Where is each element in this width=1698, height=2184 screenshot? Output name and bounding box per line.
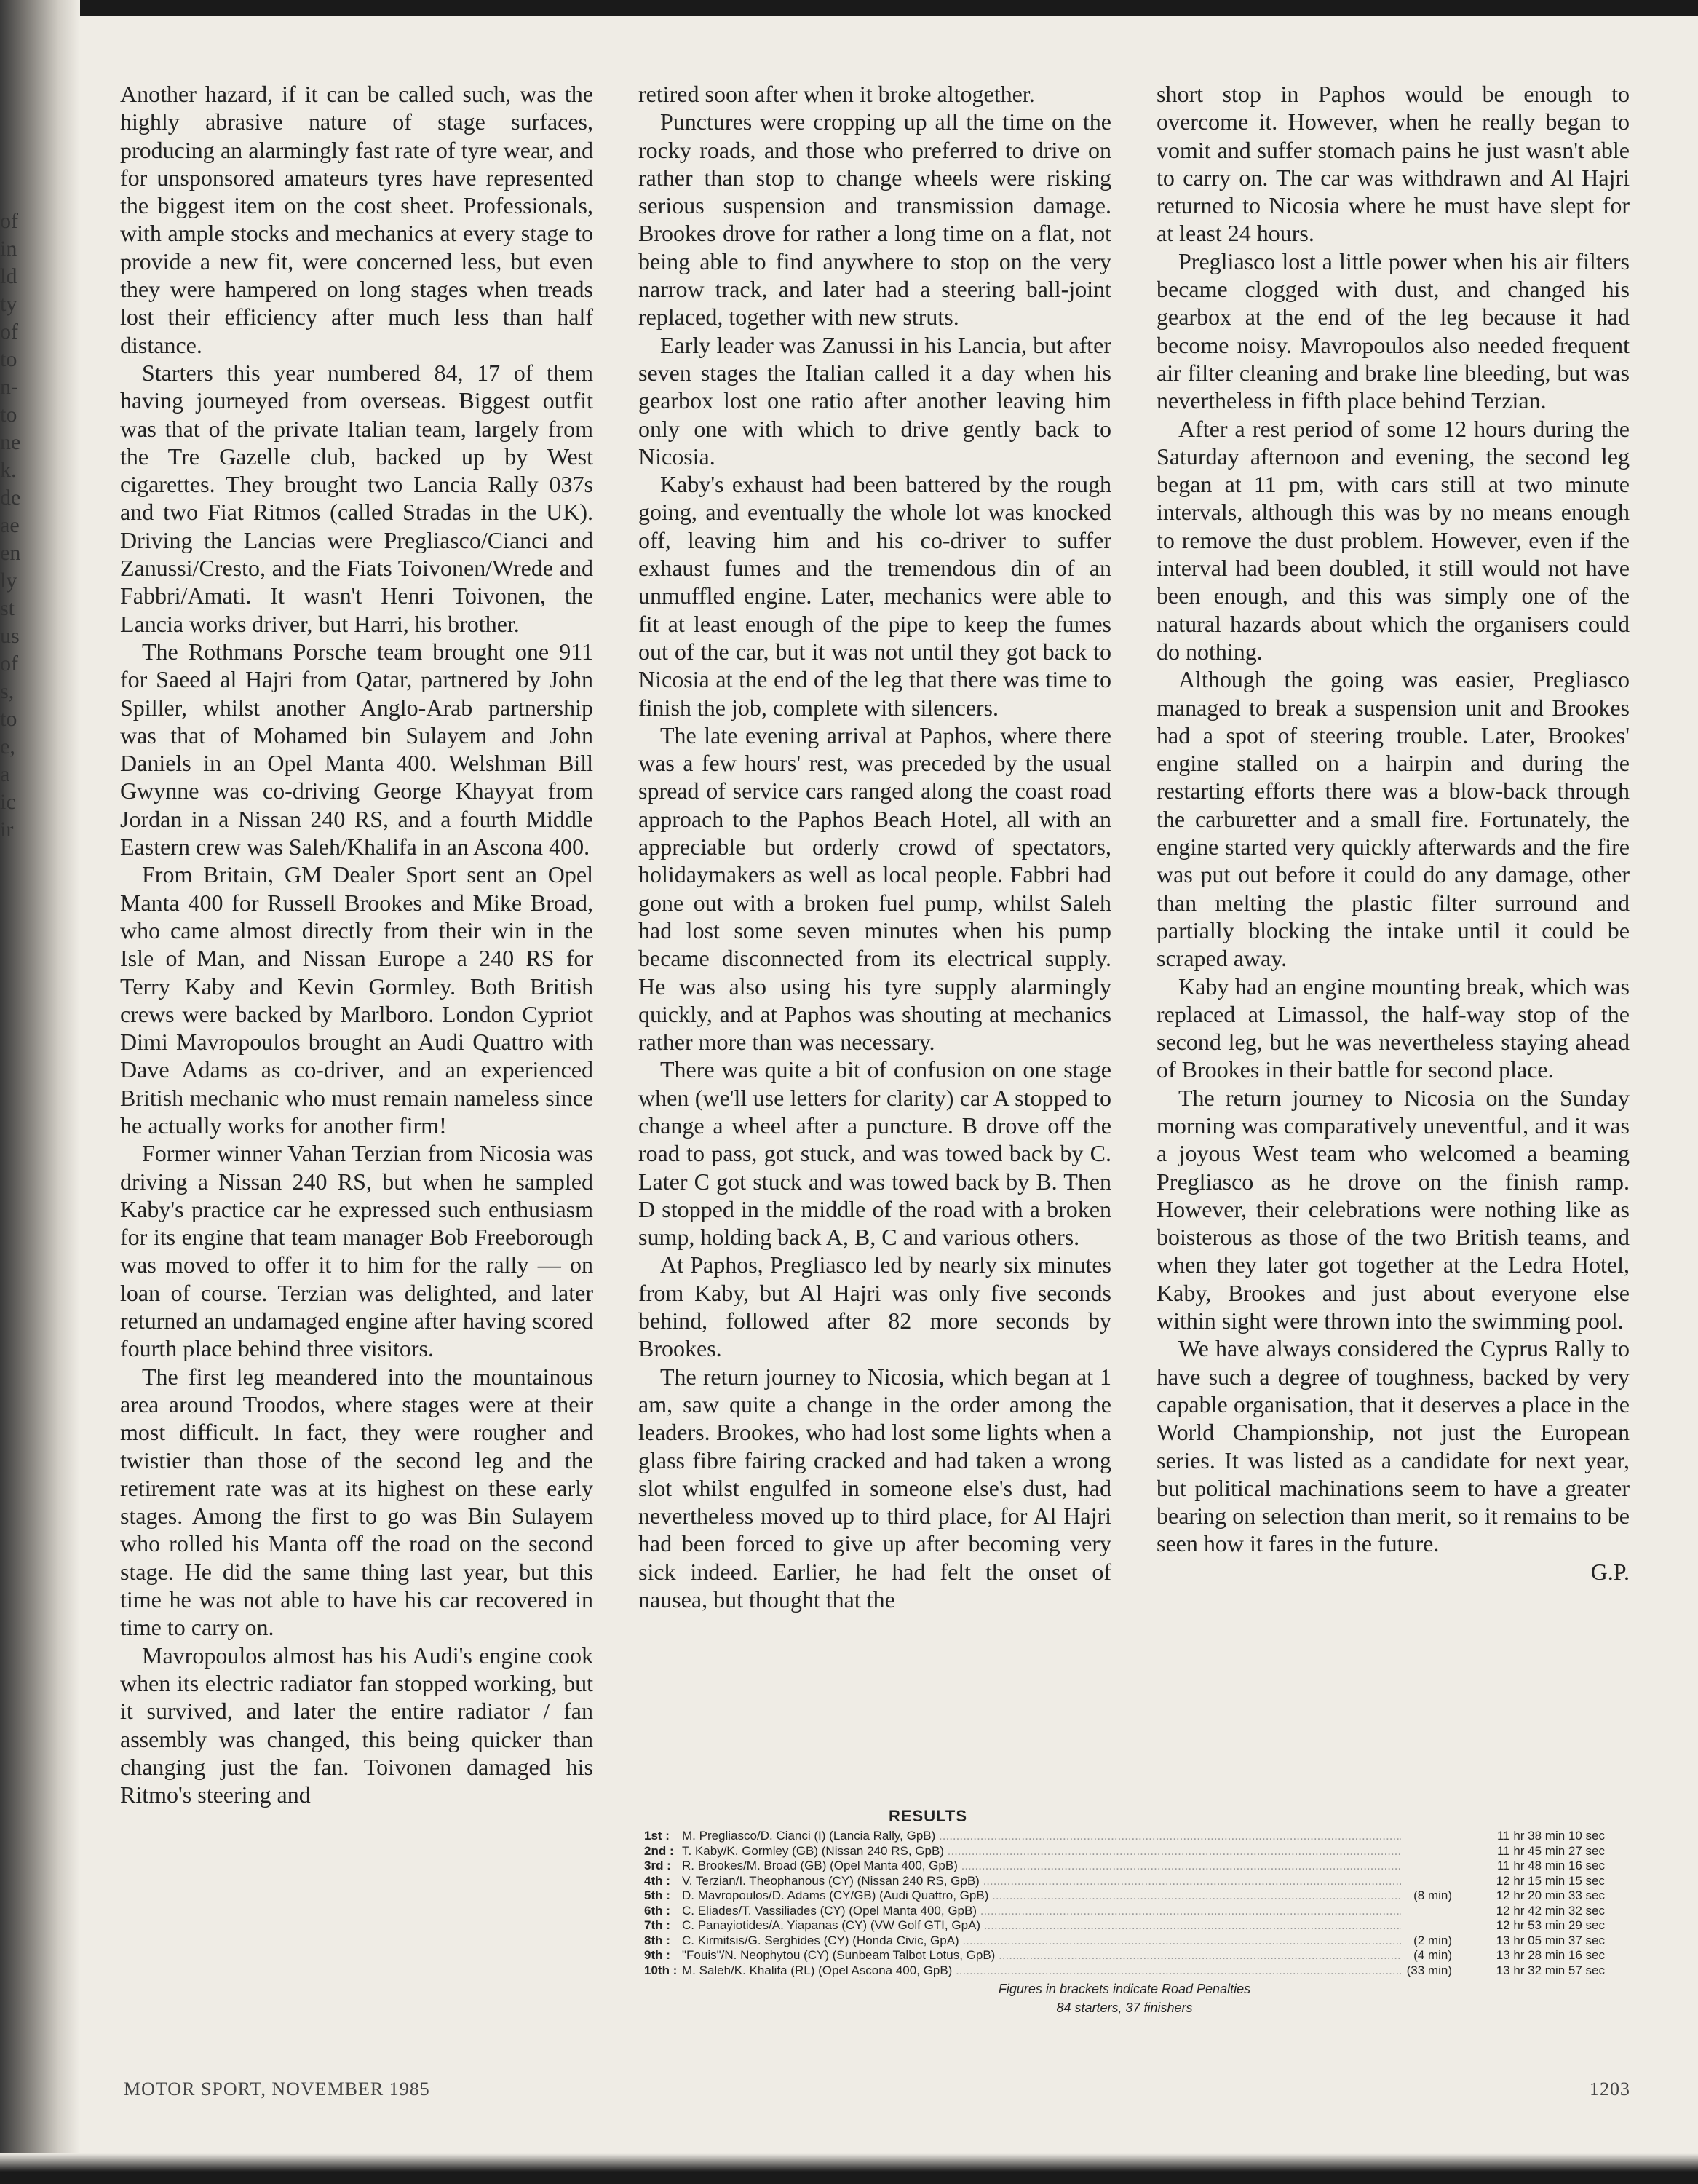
result-penalty xyxy=(1401,1844,1452,1859)
page-bottom-edge xyxy=(0,2153,1698,2184)
result-position: 8th : xyxy=(644,1933,670,1947)
article-paragraph: retired soon after when it broke altogether. xyxy=(638,81,1035,107)
result-crew: T. Kaby/K. Gormley (GB) (Nissan 240 RS, GpB) ..... xyxy=(682,1844,1401,1859)
result-crew: "Fouis"/N. Neophytou (CY) (Sunbeam Talbot Lotus, GpB) ..... xyxy=(682,1948,1401,1963)
result-time: 13 hr 05 min 37 sec xyxy=(1496,1933,1605,1947)
result-penalty xyxy=(1401,1918,1452,1934)
results-title: RESULTS xyxy=(888,1807,968,1825)
article-paragraph: The late evening arrival at Paphos, where there was a few hours' rest, was preceded by the usual spread of service cars ranged along the coast road approach to the Paphos Beach Hotel, all with an appreciable but orderly crowd of spectators, holidaymakers as well as local people. Fabbri had gone out with a broken fuel pump, whilst Saleh had lost some seven minutes when his pump became disconnected from its electrical supply. He was also using his tyre supply alarmingly quickly, and at Paphos was shouting at mechanics rather more than was necessary. xyxy=(638,721,1111,1056)
results-rows xyxy=(120,1829,1630,1978)
result-position: 10th : xyxy=(644,1963,678,1977)
result-position: 3rd : xyxy=(644,1859,671,1872)
results-row xyxy=(644,1904,1605,1919)
results-row xyxy=(644,1948,1605,1963)
article-paragraph: The return journey to Nicosia, which began at 1 am, saw quite a change in the order among the leaders. Brookes, who had lost some lights when a glass fibre fairing cracked and had taken a wrong slot whilst engulfed in someone else's dust, had nevertheless moved up to third place, for Al Hajri had been forced to give up after becoming very sick indeed. Earlier, he had felt the onset of nausea, but thought that the xyxy=(638,1363,1111,1613)
article-paragraph: Pregliasco lost a little power when his air filters became clogged with dust, and changed his gearbox at the end of the leg because it had become noisy. Mavropoulos also needed frequent air filter cleaning and brake line bleeding, but was nevertheless in fifth place behind Terzian. xyxy=(1157,248,1630,414)
result-position: 4th : xyxy=(644,1873,670,1888)
result-position: 7th : xyxy=(644,1918,670,1932)
results-row xyxy=(644,1934,1605,1949)
results-note-starters: 84 starters, 37 finishers xyxy=(1056,2001,1193,2015)
author-signoff: G.P. xyxy=(1590,1558,1630,1585)
article-page xyxy=(120,80,1630,2015)
results-row xyxy=(644,1844,1605,1859)
result-crew: C. Eliades/T. Vassiliades (CY) (Opel Manta 400, GpB) ..... xyxy=(682,1904,1401,1919)
article-paragraph: Early leader was Zanussi in his Lancia, but after seven stages the Italian called it a day when his gearbox lost one ratio after another leaving him only one with which to drive gently back to Nicosia. xyxy=(638,331,1111,470)
result-position: 2nd : xyxy=(644,1843,674,1858)
results-row xyxy=(644,1859,1605,1874)
page-number: 1203 xyxy=(1590,2078,1630,2100)
result-time: 12 hr 15 min 15 sec xyxy=(1496,1873,1605,1888)
result-penalty xyxy=(1401,1874,1452,1889)
result-crew: M. Pregliasco/D. Cianci (I) (Lancia Rally, GpB) ..... xyxy=(682,1829,1401,1844)
result-position: 9th : xyxy=(644,1948,670,1962)
article-column-3 xyxy=(1157,80,1630,1813)
result-penalty xyxy=(1401,1829,1452,1844)
result-time: 11 hr 45 min 27 sec xyxy=(1496,1843,1605,1858)
article-column-2 xyxy=(638,80,1111,1813)
results-row xyxy=(644,1874,1605,1889)
result-crew: D. Mavropoulos/D. Adams (CY/GB) (Audi Quattro, GpB) ..... xyxy=(682,1888,1401,1904)
result-penalty xyxy=(1401,1904,1452,1919)
result-crew: M. Saleh/K. Khalifa (RL) (Opel Ascona 400, GpB) ..... xyxy=(682,1963,1401,1979)
result-penalty: (33 min) xyxy=(1406,1963,1452,1977)
article-paragraph: There was quite a bit of confusion on one stage when (we'll use letters for clarity) car A stopped to change a wheel after a puncture. B drove off the road to pass, got stuck, and was towed back by C. Later C got stuck and was towed back by B. Then D stopped in the middle of the road with a broken sump, holding back A, B, C and various others. xyxy=(638,1056,1111,1251)
result-time: 12 hr 42 min 32 sec xyxy=(1496,1903,1605,1918)
article-paragraph: We have always considered the Cyprus Rally to have such a degree of toughness, backed by very capable organisation, that it deserves a place in the World Championship, not just the European series. It was listed as a candidate for next year, but political machinations seem to have a greater bearing on selection than merit, so it remains to be seen how it fares in the future. xyxy=(1157,1335,1630,1557)
article-paragraph: Another hazard, if it can be called such, was the highly abrasive nature of stage surfaces, producing an alarmingly fast rate of tyre wear, and for unsponsored amateurs tyres have represented the biggest item on the cost sheet. Professionals, with ample stocks and mechanics at every stage to provide a new fit, were concerned less, but even they were hampered on long stages when treads lost their efficiency after much less than half distance. xyxy=(120,81,593,358)
results-row xyxy=(644,1888,1605,1904)
results-row xyxy=(644,1829,1605,1844)
results-row xyxy=(644,1963,1605,1979)
article-column-1 xyxy=(120,80,593,1813)
article-paragraph: At Paphos, Pregliasco led by nearly six minutes from Kaby, but Al Hajri was only five seconds behind, followed after 82 more seconds by Brookes. xyxy=(638,1251,1111,1362)
result-crew: C. Kirmitsis/G. Serghides (CY) (Honda Civic, GpA) ..... xyxy=(682,1934,1401,1949)
article-paragraph: Former winner Vahan Terzian from Nicosia was driving a Nissan 240 RS, but when he sampled Kaby's practice car he expressed such enthusiasm for its engine that team manager Bob Freeborough was moved to offer it to him for the rally — on loan of course. Terzian was delighted, and later returned an undamaged engine after having scored fourth place behind three visitors. xyxy=(120,1140,593,1362)
article-paragraph: The Rothmans Porsche team brought one 911 for Saeed al Hajri from Qatar, partnered by John Spiller, whilst another Anglo-Arab partnership was that of Mohamed bin Sulayem and John Daniels in an Opel Manta 400. Welshman Bill Gwynne was co-driving George Khayyat from Jordan in a Nissan 240 RS, and a fourth Middle Eastern crew was Saleh/Khalifa in an Ascona 400. xyxy=(120,638,593,860)
article-paragraph: The return journey to Nicosia on the Sunday morning was comparatively uneventful, and it was a joyous West team who welcomed a beaming Pregliasco as he drove on the finish ramp. However, their celebrations were nothing like as boisterous as those of the two British teams, and when they later got together at the Ledra Hotel, Kaby, Brookes and just about everyone else within sight were thrown into the swimming pool. xyxy=(1157,1084,1630,1334)
article-paragraph: Although the going was easier, Pregliasco managed to break a suspension unit and Brookes had a spot of steering trouble. Later, Brookes' engine stalled on a hairpin and during the restarting efforts there was a blow-back through the carburetter and a small fire. Fortunately, the engine started very quickly afterwards and the fire was put out before it could do any damage, other than melting the plastic filter surround and partially blocking the intake until it could be scraped away. xyxy=(1157,666,1630,972)
page-top-edge xyxy=(0,0,1698,16)
article-paragraph: Kaby had an engine mounting break, which was replaced at Limassol, the half-way stop of the second leg, but he was nevertheless staying ahead of Brookes in their battle for second place. xyxy=(1157,973,1630,1083)
article-paragraph: Starters this year numbered 84, 17 of them having journeyed from overseas. Biggest outfit was that of the private Italian team, largely from the Tre Gazelle club, backed up by West cigarettes. They brought two Lancia Rally 037s and two Fiat Ritmos (called Stradas in the UK). Driving the Lancias were Pregliasco/Cianci and Zanussi/Cresto, and the Fiats Toivonen/Wrede and Fabbri/Amati. It wasn't Henri Toivonen, the Lancia works driver, but Harri, his brother. xyxy=(120,359,593,637)
result-crew: C. Panayiotides/A. Yiapanas (CY) (VW Golf GTI, GpA) ..... xyxy=(682,1918,1401,1934)
article-paragraph: After a rest period of some 12 hours during the Saturday afternoon and evening, the second leg began at 11 pm, with cars still at two minute intervals, although this was by no means enough to remove the dust problem. However, even if the interval had been doubled, it still would not have been enough, and this was simply one of the natural hazards about which the organisers could do nothing. xyxy=(1157,415,1630,665)
results-row xyxy=(644,1918,1605,1934)
article-paragraph: The first leg meandered into the mountainous area around Troodos, where stages were at their most difficult. In fact, they were rougher and twistier than those of the second leg and the retirement rate was at its highest on these early stages. Among the first to go was Bin Sulayem who rolled his Manta off the road on the second stage. He did the same thing last year, but this time he was not able to have his car recovered in time to carry on. xyxy=(120,1363,593,1641)
results-table xyxy=(120,1807,1630,2016)
result-penalty: (8 min) xyxy=(1413,1888,1452,1902)
article-paragraph: Mavropoulos almost has his Audi's engine cook when its electric radiator fan stopped working, but it survived, and later the entire radiator / fan assembly was changed, this being quicker than changing just the fan. Toivonen damaged his Ritmo's steering and xyxy=(120,1642,593,1808)
result-time: 11 hr 38 min 10 sec xyxy=(1496,1829,1605,1843)
article-paragraph: short stop in Paphos would be enough to overcome it. However, when he really began to vomit and suffer stomach pains he just wasn't able to carry on. The car was withdrawn and Al Hajri returned to Nicosia where he must have slept for at least 24 hours. xyxy=(1157,81,1630,247)
article-paragraph: From Britain, GM Dealer Sport sent an Opel Manta 400 for Russell Brookes and Mike Broad, who came almost directly from their win in the Isle of Man, and Nissan Europe a 240 RS for Terry Kaby and Kevin Gormley. Both British crews were backed by Marlboro. London Cypriot Dimi Mavropoulos brought an Audi Quattro with Dave Adams as co-driver, and an experienced British mechanic who must remain nameless since he actually works for another firm! xyxy=(120,861,593,1139)
result-position: 1st : xyxy=(644,1829,670,1843)
result-penalty: (2 min) xyxy=(1413,1933,1452,1947)
result-crew: R. Brookes/M. Broad (GB) (Opel Manta 400, GpB) ..... xyxy=(682,1859,1401,1874)
results-note-penalties: Figures in brackets indicate Road Penalties xyxy=(998,1982,1251,1996)
footer-publication: MOTOR SPORT, NOVEMBER 1985 xyxy=(124,2078,430,2100)
result-position: 5th : xyxy=(644,1888,670,1902)
result-time: 13 hr 28 min 16 sec xyxy=(1496,1948,1605,1962)
article-columns xyxy=(120,80,1630,1813)
result-position: 6th : xyxy=(644,1903,670,1918)
result-time: 11 hr 48 min 16 sec xyxy=(1496,1859,1605,1872)
article-paragraph: Kaby's exhaust had been battered by the rough going, and eventually the whole lot was knocked off, leaving him and his co-driver to suffer exhaust fumes and the tremendous din of an unmuffled engine. Later, mechanics were able to fit at least enough of the pipe to keep the fumes out of the car, but it was not until they got back to Nicosia at the end of the leg that there was time to finish the job, complete with silencers. xyxy=(638,471,1111,721)
page-footer xyxy=(124,2078,1630,2100)
result-penalty xyxy=(1401,1859,1452,1874)
facing-page-bleed-text: of in ld ty of to n- to ne k. de ae en ly st us of s, to e, a ic ir xyxy=(0,209,21,842)
article-paragraph: Punctures were cropping up all the time on the rocky roads, and those who preferred to drive on rather than stop to change wheels were risking serious suspension and transmission damage. Brookes drove for rather a long time on a flat, not being able to find anywhere to stop on the very narrow track, and later had a steering ball-joint replaced, together with new struts. xyxy=(638,108,1111,331)
result-crew: V. Terzian/I. Theophanous (CY) (Nissan 240 RS, GpB) ..... xyxy=(682,1874,1401,1889)
result-time: 13 hr 32 min 57 sec xyxy=(1496,1963,1605,1977)
result-time: 12 hr 53 min 29 sec xyxy=(1496,1918,1605,1932)
result-time: 12 hr 20 min 33 sec xyxy=(1496,1888,1605,1902)
result-penalty: (4 min) xyxy=(1413,1948,1452,1962)
